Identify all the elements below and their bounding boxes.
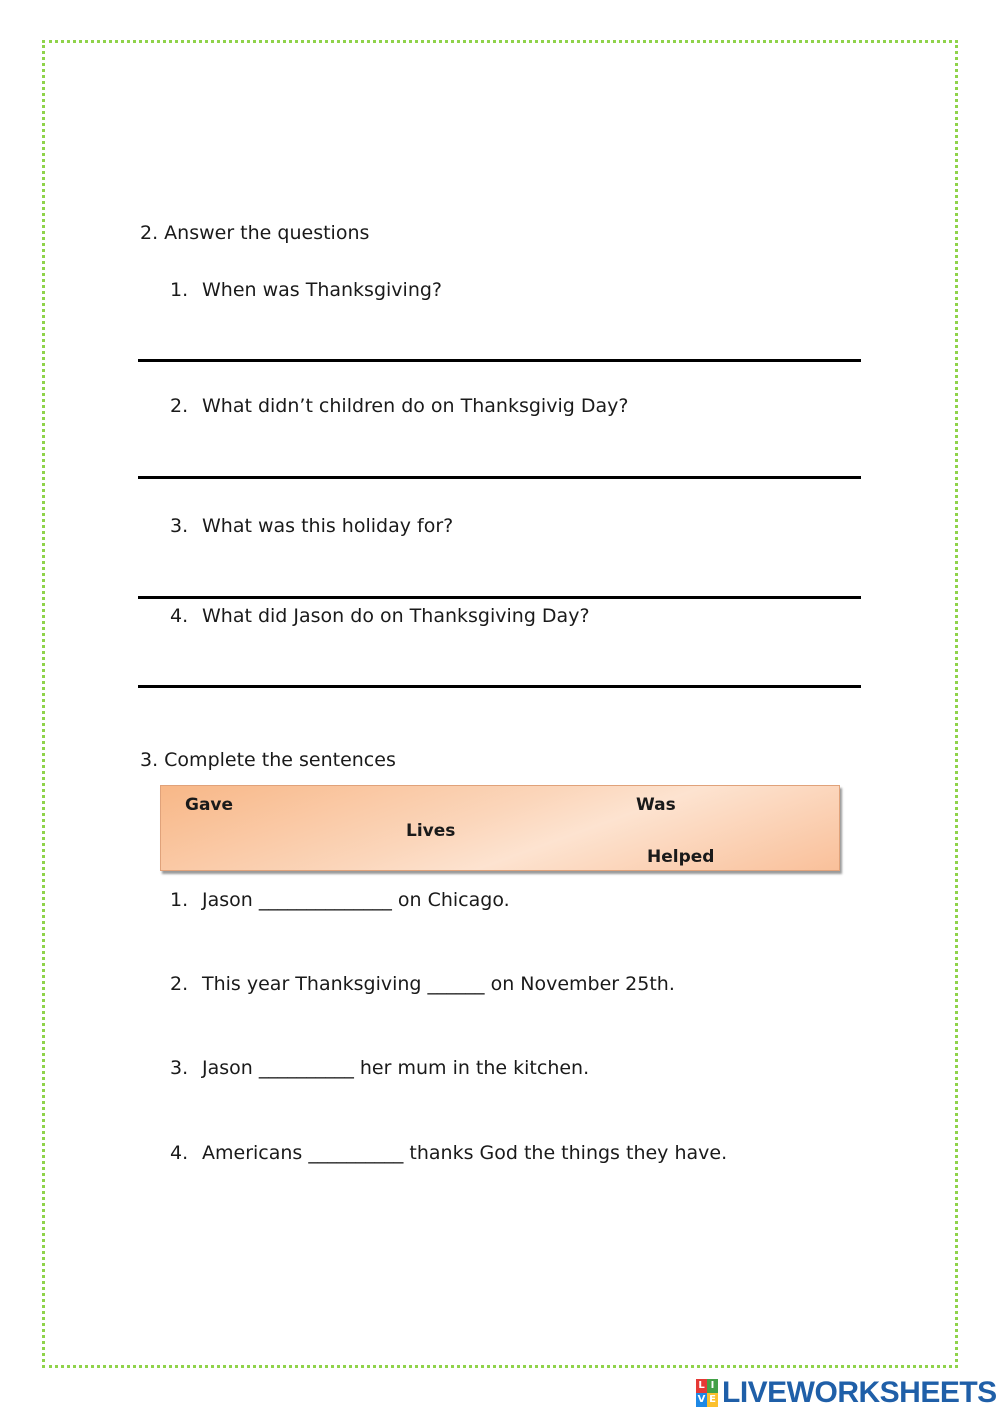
sentence-text[interactable]: Americans __________ thanks God the things they have.	[202, 1142, 728, 1164]
sentence-2	[170, 973, 675, 995]
sentence-number: 3.	[170, 1057, 189, 1079]
question-number: 2.	[170, 395, 189, 417]
sentence-number: 4.	[170, 1142, 189, 1164]
sentence-1	[170, 889, 510, 911]
sentence-number: 1.	[170, 889, 189, 911]
question-4	[170, 605, 590, 627]
question-text: What did Jason do on Thanksgiving Day?	[202, 605, 590, 627]
liveworksheets-logo	[696, 1377, 997, 1409]
section-heading-answer-questions: 2. Answer the questions	[140, 222, 370, 244]
answer-line-1[interactable]	[138, 359, 861, 362]
word-bank-item[interactable]: Lives	[406, 821, 456, 841]
logo-icon-cell: V	[697, 1394, 706, 1405]
question-text: What was this holiday for?	[202, 515, 454, 537]
word-bank-item[interactable]: Gave	[185, 795, 234, 815]
question-text: What didn’t children do on Thanksgivig Day?	[202, 395, 629, 417]
sentence-text[interactable]: This year Thanksgiving ______ on November 25th.	[202, 973, 675, 995]
question-number: 1.	[170, 279, 189, 301]
word-bank-item[interactable]: Was	[636, 795, 676, 815]
question-2	[170, 395, 628, 417]
answer-line-2[interactable]	[138, 476, 861, 479]
answer-line-3[interactable]	[138, 596, 861, 599]
logo-icon-cell: E	[707, 1393, 718, 1407]
sentence-3	[170, 1057, 589, 1079]
section-heading-complete-sentences: 3. Complete the sentences	[140, 749, 396, 771]
word-bank	[160, 785, 840, 871]
logo-icon-cell: I	[707, 1379, 718, 1393]
answer-line-4[interactable]	[138, 685, 861, 688]
question-1	[170, 279, 442, 301]
sentence-4	[170, 1142, 727, 1164]
question-number: 3.	[170, 515, 189, 537]
question-text: When was Thanksgiving?	[202, 279, 443, 301]
question-number: 4.	[170, 605, 189, 627]
liveworksheets-logo-icon	[696, 1379, 718, 1407]
logo-icon-cell: L	[696, 1379, 707, 1393]
sentence-text[interactable]: Jason ______________ on Chicago.	[202, 889, 510, 911]
word-bank-item[interactable]: Helped	[647, 847, 715, 867]
logo-text: LIVEWORKSHEETS	[722, 1376, 997, 1409]
question-3	[170, 515, 453, 537]
sentence-number: 2.	[170, 973, 189, 995]
sentence-text[interactable]: Jason __________ her mum in the kitchen.	[202, 1057, 590, 1079]
